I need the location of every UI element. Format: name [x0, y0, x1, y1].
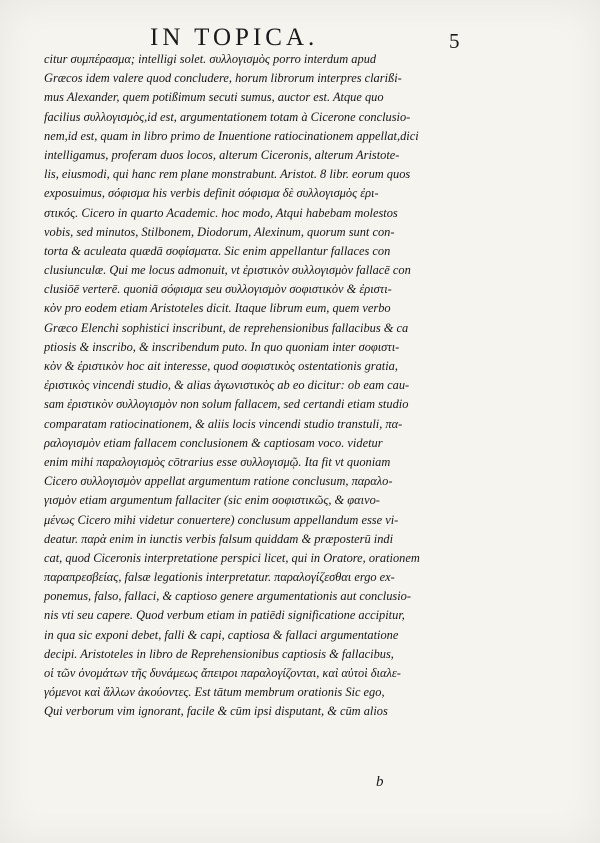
running-head: IN TOPICA. [150, 24, 319, 51]
text-line: in qua sic exponi debet, falli & capi, captiosa & fallaci argumentatione [44, 627, 399, 642]
text-line: ἐριστικὸς vincendi studio, & alias ἀγωνιστικὸς ab eo dicitur: ob eam cau- [44, 378, 410, 393]
text-line: enim mihi παραλογισμὸς cōtrarius esse συλλογισμῷ. Ita fit vt quoniam [44, 454, 391, 469]
text-line: torta & aculeata quædā σοφίσματα. Sic enim appellantur fallaces con [44, 243, 391, 258]
text-line: στικός. Cicero in quarto Academic. hoc modo, Atqui habebam molestos [44, 205, 398, 220]
text-line: sam ἐριστικὸν συλλογισμὸν non solum fallacem, sed certandi etiam studio [44, 397, 409, 412]
text-line: οἱ τῶν ὀνομάτων τῆς δυνάμεως ἄπειροι παραλογίζονται, καὶ αὐτοὶ διαλε- [44, 666, 401, 680]
text-line: decipi. Aristoteles in libro de Reprehensionibus captiosis & fallacibus, [44, 646, 394, 661]
text-line: clusiōē verterē. quoniā σόφισμα seu συλλογισμὸν σοφιστικὸν & ἐριστι- [44, 282, 392, 297]
text-line: μένως Cicero mihi videtur conuertere) conclusum appellandum esse vi- [44, 512, 399, 527]
text-line: ptiosis & inscribo, & inscribendum puto. In quo quoniam inter σοφιστι- [44, 339, 400, 354]
text-line: ponemus, falso, fallaci, & captioso genere argumentationis aut conclusio- [44, 589, 411, 604]
body-text [44, 50, 464, 722]
text-line: nis vti seu capere. Quod verbum etiam in patiēdi significatione accipitur, [44, 608, 405, 623]
text-line: mus Alexander, quem potißimum secuti sumus, auctor est. Atque quo [44, 90, 384, 105]
text-line: clusiunculæ. Qui me locus admonuit, vt ἐριστικὸν συλλογισμὸν fallacē con [44, 263, 411, 278]
text-line: κὸν & ἐριστικὸν hoc ait interesse, quod σοφιστικὸς ostentationis gratia, [44, 359, 398, 373]
text-line: Græcos idem valere quod concludere, horum librorum interpres clarißi- [44, 71, 402, 86]
text-line: κὸν pro eodem etiam Aristoteles dicit. Itaque librum eum, quem verbo [44, 301, 391, 316]
text-line: exposuimus, σόφισμα his verbis definit σόφισμα δὲ συλλογισμὸς ἐρι- [44, 186, 379, 201]
text-line: nem,id est, quam in libro primo de Inuentione ratiocinationem appellat,dici [44, 128, 419, 143]
text-line: Qui verborum vim ignorant, facile & cūm ipsi disputant, & cūm alios [44, 704, 388, 719]
text-line: γόμενοι καὶ ἄλλων ἀκούοντες. Est tātum membrum orationis Sic ego, [44, 685, 385, 700]
text-line: comparatam ratiocinationem, & aliis locis vincendi studio transtuli, πα- [44, 416, 403, 431]
text-line: ραλογισμὸν etiam fallacem conclusionem & captiosam voco. videtur [44, 435, 383, 450]
text-line: παραπρεσβείας, falsæ legationis interpretatur. παραλογίζεσθαι ergo ex- [44, 570, 395, 585]
text-line: lis, eiusmodi, qui hanc rem plane monstrabunt. Aristot. 8 libr. eorum quos [44, 167, 411, 182]
text-line: facilius συλλογισμὸς,id est, argumentationem totam à Cicerone conclusio- [44, 109, 411, 124]
text-line: intelligamus, proferam duos locos, alterum Ciceronis, alterum Aristote- [44, 147, 400, 162]
signature-mark: b [376, 774, 384, 790]
text-line: vobis, sed minutos, Stilbonem, Diodorum, Alexinum, quorum sunt con- [44, 224, 395, 239]
text-line: deatur. παρὰ enim in iunctis verbis falsum quiddam & præposterū indi [44, 531, 394, 546]
text-line: Græco Elenchi sophistici inscribunt, de reprehensionibus fallacibus & ca [44, 320, 409, 335]
text-line: cat, quod Ciceronis interpretatione perspici licet, qui in Oratore, orationem [44, 550, 420, 565]
page-number: 5 [449, 29, 460, 53]
text-line: citur συμπέρασμα; intelligi solet. συλλογισμὸς porro interdum apud [44, 52, 377, 66]
text-line: Cicero συλλογισμὸν appellat argumentum ratione conclusum, παραλο- [44, 474, 393, 489]
text-line: γισμὸν etiam argumentum fallaciter (sic enim σοφιστικῶς, & φαινο- [44, 493, 380, 508]
